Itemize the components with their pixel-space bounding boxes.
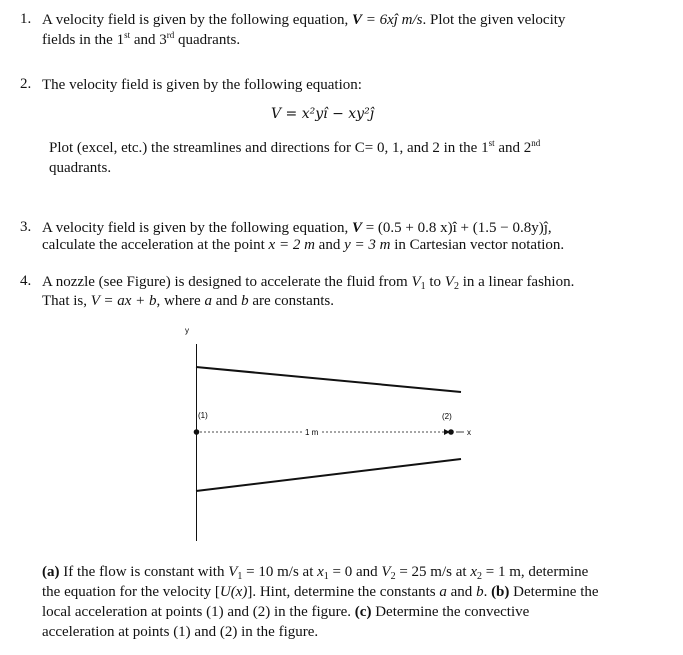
problem-4-line-2: That is, V = ax + b, where a and b are constants. — [42, 293, 335, 309]
problem-3-number: 3. — [20, 219, 32, 235]
point-2-label: (2) — [442, 412, 452, 421]
y-axis-label: y — [185, 326, 189, 335]
parts-line-4: acceleration at points (1) and (2) in the figure. — [42, 624, 319, 640]
problem-3-line-2: calculate the acceleration at the point x = 2 m and y = 3 m in Cartesian vector notation. — [42, 237, 565, 253]
length-label: 1 m — [305, 428, 319, 437]
problem-2-line-1: The velocity field is given by the following equation: — [42, 77, 362, 93]
point-1-dot — [194, 429, 200, 435]
problem-2-line-3: Plot (excel, etc.) the streamlines and directions for C= 0, 1, and 2 in the 1st and 2nd — [49, 138, 541, 156]
point-2-dot — [448, 429, 454, 435]
parts-line-1: (a) If the flow is constant with $V_1 = 10$ m/s at $x_1 = 0$ and $V_2 = 25$ m/s at $x_2 = 1$ m, determine — [42, 564, 589, 582]
problem-1-line-1: A velocity field is given by the following equation, V = 6xĵ m/s. Plot the given velocity — [42, 12, 566, 28]
problem-1-number: 1. — [20, 11, 32, 27]
problem-2-number: 2. — [20, 76, 32, 92]
parts-line-2: the equation for the velocity [U(x)]. Hint, determine the constants a and b. (b) Determine the — [42, 584, 599, 600]
nozzle-lower-wall — [196, 459, 461, 491]
problem-4-number: 4. — [20, 273, 32, 289]
problem-2-equation: V = x²yî − xy²ĵ — [271, 106, 375, 122]
problem-4-line-1: A nozzle (see Figure) is designed to accelerate the fluid from $V_1$ to $V_2$ in a linear fashion. — [42, 274, 575, 292]
problem-1-line-2: fields in the 1st and 3rd quadrants. — [42, 30, 241, 48]
problem-3-line-1: A velocity field is given by the following equation, V = (0.5 + 0.8 x)î + (1.5 − 0.8y)ĵ, — [42, 220, 552, 236]
point-1-label: (1) — [198, 411, 208, 420]
x-axis-label: x — [467, 428, 471, 437]
problem-2-line-4: quadrants. — [49, 160, 112, 176]
nozzle-upper-wall — [196, 367, 461, 392]
parts-line-3: local acceleration at points (1) and (2) in the figure. (c) Determine the convective — [42, 604, 530, 620]
